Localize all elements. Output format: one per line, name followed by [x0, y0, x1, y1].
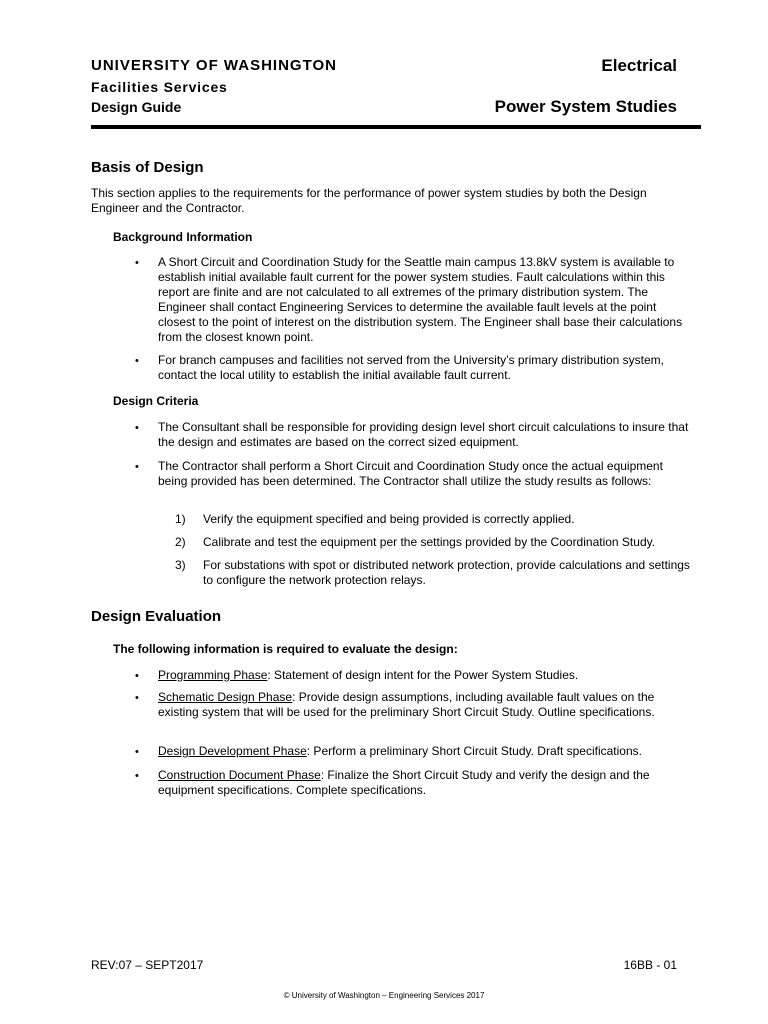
- evaluation-subheading: The following information is required to evaluate the design:: [113, 642, 458, 656]
- bullet-marker: •: [135, 461, 139, 473]
- step-number: 2): [175, 535, 186, 549]
- footer-revision: REV:07 – SEPT2017: [91, 958, 204, 972]
- step-number: 3): [175, 558, 186, 572]
- phase-name: Design Development Phase: [158, 744, 307, 758]
- step-text: Verify the equipment specified and being provided is correctly applied.: [203, 512, 575, 526]
- header-rule: [91, 125, 701, 129]
- phase-item: [158, 668, 690, 683]
- background-heading: Background Information: [113, 230, 253, 244]
- bullet-marker: •: [135, 692, 139, 704]
- phase-item: [158, 690, 690, 720]
- phase-text: : Perform a preliminary Short Circuit Study. Draft specifications.: [306, 744, 642, 758]
- background-bullet-1: A Short Circuit and Coordination Study for the Seattle main campus 13.8kV system is available to establish initial available fault current for the power system studies. Fault calculations within this report are finite and are not calculated to all extremes of the primary distribution system. The Engineer shall contact Engineering Services to determine the available fault levels at the point closest to the point of interest on the distribution system. The Engineer shall base their calculations from the closest known point.: [158, 255, 683, 344]
- criteria-heading: Design Criteria: [113, 394, 199, 408]
- basis-intro: This section applies to the requirements for the performance of power system studies by both the Design Engineer and the Contractor.: [91, 186, 647, 215]
- footer-page-number: 16BB - 01: [623, 958, 677, 972]
- step-number: 1): [175, 512, 186, 526]
- bullet-marker: •: [135, 670, 139, 682]
- background-bullet-2: For branch campuses and facilities not served from the University’s primary distribution system, contact the local utility to establish the initial available fault current.: [158, 353, 664, 382]
- header-university: UNIVERSITY OF WASHINGTON: [91, 57, 337, 74]
- phase-name: Construction Document Phase: [158, 768, 321, 782]
- bullet-marker: •: [135, 770, 139, 782]
- bullet-marker: •: [135, 355, 139, 367]
- footer-copyright: © University of Washington – Engineering Services 2017: [283, 991, 485, 1000]
- phase-text: : Statement of design intent for the Power System Studies.: [267, 668, 579, 682]
- header-section-title: Power System Studies: [494, 97, 677, 116]
- step-text: Calibrate and test the equipment per the settings provided by the Coordination Study.: [203, 535, 656, 549]
- criteria-bullet-1: The Consultant shall be responsible for providing design level short circuit calculations to insure that the design and estimates are based on the correct sized equipment.: [158, 420, 689, 449]
- criteria-bullet-2: The Contractor shall perform a Short Circuit and Coordination Study once the actual equipment being provided has been determined. The Contractor shall utilize the study results as follows:: [158, 459, 663, 488]
- bullet-marker: •: [135, 746, 139, 758]
- phase-item: [158, 768, 690, 798]
- basis-heading: Basis of Design: [91, 159, 204, 176]
- header-design-guide: Design Guide: [91, 99, 182, 115]
- step-text: For substations with spot or distributed network protection, provide calculations and settings to configure the network protection relays.: [203, 558, 690, 587]
- header-facilities: Facilities Services: [91, 79, 228, 95]
- phase-text: : Provide design assumptions, including available fault values on the existing system that will be used for the preliminary Short Circuit Study. Outline specifications.: [158, 690, 655, 719]
- evaluation-heading: Design Evaluation: [91, 608, 222, 625]
- header-discipline: Electrical: [601, 56, 677, 75]
- phase-item: [158, 744, 690, 759]
- phase-text: : Finalize the Short Circuit Study and verify the design and the equipment specifications. Complete specifications.: [158, 768, 650, 797]
- bullet-marker: •: [135, 257, 139, 269]
- phase-name: Programming Phase: [158, 668, 268, 682]
- phase-name: Schematic Design Phase: [158, 690, 293, 704]
- bullet-marker: •: [135, 422, 139, 434]
